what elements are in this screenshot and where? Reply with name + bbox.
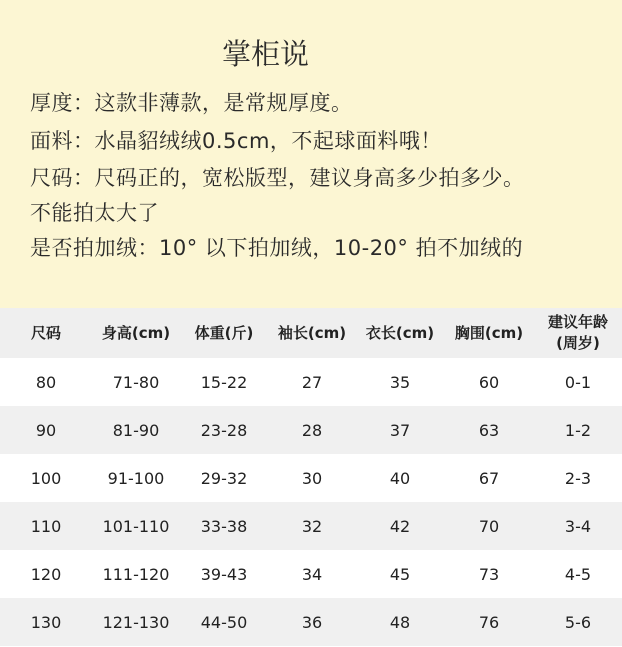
- cell-sleeve: 32: [301, 516, 323, 536]
- cell-age: 0-1: [564, 372, 592, 392]
- cell-weight: 33-38: [200, 516, 248, 536]
- header-age-unit: (周岁): [556, 334, 600, 352]
- cell-length: 35: [389, 372, 411, 392]
- size-chart-table: [0, 308, 622, 646]
- cell-age: 1-2: [564, 420, 592, 440]
- cell-weight: 44-50: [200, 612, 248, 632]
- cell-weight: 39-43: [200, 564, 248, 584]
- notice-fleece: 是否拍加绒：10° 以下拍加绒，10-20° 拍不加绒的: [30, 236, 524, 260]
- cell-age: 3-4: [564, 516, 592, 536]
- cell-sleeve: 27: [301, 372, 323, 392]
- cell-height: 111-120: [102, 564, 170, 584]
- table-row: [0, 454, 622, 502]
- cell-size: 90: [35, 420, 57, 440]
- cell-size: 120: [30, 564, 62, 584]
- cell-age: 4-5: [564, 564, 592, 584]
- table-row: [0, 502, 622, 550]
- cell-sleeve: 34: [301, 564, 323, 584]
- cell-height: 81-90: [112, 420, 160, 440]
- cell-weight: 23-28: [200, 420, 248, 440]
- cell-chest: 73: [478, 564, 500, 584]
- cell-sleeve: 28: [301, 420, 323, 440]
- header-age: [534, 308, 622, 358]
- cell-height: 91-100: [107, 468, 165, 488]
- table-row: [0, 550, 622, 598]
- notice-sizing-note: 不能拍太大了: [30, 201, 159, 225]
- cell-height: 71-80: [112, 372, 160, 392]
- cell-length: 37: [389, 420, 411, 440]
- notice-panel: [0, 0, 622, 308]
- cell-length: 40: [389, 468, 411, 488]
- cell-size: 110: [30, 516, 62, 536]
- cell-chest: 63: [478, 420, 500, 440]
- header-size: 尺码: [30, 323, 61, 342]
- cell-size: 100: [30, 468, 62, 488]
- cell-sleeve: 30: [301, 468, 323, 488]
- table-row: [0, 358, 622, 406]
- header-weight: 体重(斤): [194, 323, 254, 342]
- cell-chest: 67: [478, 468, 500, 488]
- table-header-row: [0, 308, 622, 358]
- cell-weight: 15-22: [200, 372, 248, 392]
- cell-chest: 76: [478, 612, 500, 632]
- cell-weight: 29-32: [200, 468, 248, 488]
- header-height: 身高(cm): [101, 323, 171, 342]
- table-row: [0, 598, 622, 646]
- table-row: [0, 406, 622, 454]
- notice-sizing: 尺码：尺码正的，宽松版型，建议身高多少拍多少。: [30, 166, 525, 190]
- cell-age: 2-3: [564, 468, 592, 488]
- cell-length: 45: [389, 564, 411, 584]
- cell-height: 121-130: [102, 612, 170, 632]
- cell-sleeve: 36: [301, 612, 323, 632]
- header-age-label: 建议年龄: [547, 313, 608, 331]
- cell-size: 80: [35, 372, 57, 392]
- cell-chest: 60: [478, 372, 500, 392]
- notice-title: 掌柜说: [222, 37, 310, 71]
- cell-height: 101-110: [102, 516, 170, 536]
- cell-chest: 70: [478, 516, 500, 536]
- notice-thickness: 厚度：这款非薄款，是常规厚度。: [30, 91, 353, 115]
- cell-size: 130: [30, 612, 62, 632]
- notice-fabric: 面料：水晶貂绒绒0.5cm，不起球面料哦！: [30, 129, 442, 153]
- cell-age: 5-6: [564, 612, 592, 632]
- cell-length: 48: [389, 612, 411, 632]
- header-length: 衣长(cm): [365, 323, 435, 342]
- header-chest: 胸围(cm): [454, 323, 524, 342]
- cell-length: 42: [389, 516, 411, 536]
- header-sleeve: 袖长(cm): [277, 323, 347, 342]
